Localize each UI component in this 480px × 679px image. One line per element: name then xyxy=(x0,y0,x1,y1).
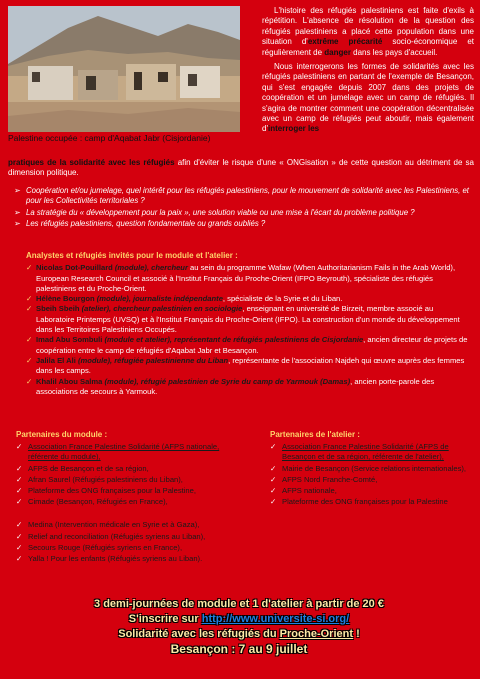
analyst-description: , enseignant en université de Birzeit, membre associé au Laboratoire Printemps (UVSQ) et à l'Institut Français du Proche-Orient (IFPO). La construction d'un monde du développement dans les Territoires Palestiniens Occupés. xyxy=(36,304,460,335)
analyst-name: Imad Abu Sombuli xyxy=(36,335,103,345)
partner-item xyxy=(16,464,236,474)
analyst-description: au sein du programme Wafaw (When Authoritarianism Fails in the Arab World), European Research Council et associé à l'Institut Français du Proche-Orient (IFPO Beyrouth), spécialiste des réfugiés palestiniens et du Proche-Orient. xyxy=(36,263,456,293)
intro-text-segment: L'histoire des réfugiés palestiniens est faite d'exils à répétition. L'absence de résolution de la question des réfugiés palestiniens a placé cette population dans une situation d' xyxy=(262,6,474,47)
photo-caption: Palestine occupée : camp d'Aqabat Jabr (Cisjordanie) xyxy=(8,133,211,143)
banner-signup-line xyxy=(8,612,470,627)
intro-text-segment: socio-économique et régulièrement de xyxy=(262,37,474,57)
partner-text: Yalla ! Pour les enfants (Réfugiés syriens au Liban). xyxy=(28,554,203,564)
analyst-item xyxy=(26,335,470,356)
analyst-name: Nicolas Dot-Pouillard xyxy=(36,263,113,273)
partners-gap xyxy=(16,508,236,520)
checkmark-icon: ✓ xyxy=(16,542,23,552)
partner-text: AFPS nationale, xyxy=(282,486,337,496)
partner-item xyxy=(270,475,470,485)
analyst-role: (module et atelier), représentant de réfugiés palestiniens de Cisjordanie xyxy=(102,335,364,345)
analyst-item xyxy=(26,263,470,294)
analyst-item xyxy=(26,304,470,335)
analyst-role: (module), chercheur xyxy=(112,263,188,273)
checkmark-icon: ✓ xyxy=(16,520,23,530)
partner-text: Plateforme des ONG françaises pour la Palestine xyxy=(282,497,448,507)
analyst-name: Khalil Abou Salma xyxy=(36,376,103,386)
atelier-partners-list xyxy=(270,442,470,507)
refugee-camp-photo xyxy=(8,6,240,132)
analyst-description: , ancien directeur de projets de coopération entre le camp de réfugiés d'Aqabat Jabr et Besançon. xyxy=(36,335,468,355)
partner-text: Plateforme des ONG françaises pour la Palestine, xyxy=(28,486,196,496)
analysts-list xyxy=(26,263,470,397)
signup-link[interactable]: http://www.universite-si.org/ xyxy=(201,613,350,625)
partner-item xyxy=(270,464,470,474)
analyst-description: , ancien porte-parole des associations de secours à Yarmouk. xyxy=(36,376,435,396)
intro-text-segment: afin d'éviter le risque d'une « ONGisation » de cette question au détriment de sa dimension politique. xyxy=(8,158,474,178)
intro-continuation xyxy=(8,158,474,179)
analyst-role: (atelier), chercheur palestinien en sociologie xyxy=(79,304,243,314)
intro-emphasis-precarity: extrême précarité xyxy=(307,37,383,47)
intro-text-segment: dans les pays d'accueil. xyxy=(350,47,438,57)
checkmark-icon: ✓ xyxy=(26,355,33,365)
banner-exclamation: ! xyxy=(353,628,360,640)
partner-item xyxy=(16,442,236,462)
partner-item xyxy=(16,486,236,496)
analyst-name: Sbeih Sbeih xyxy=(36,304,80,314)
module-partners-section xyxy=(16,430,236,565)
module-partners-list xyxy=(16,442,236,507)
partner-item xyxy=(16,475,236,485)
checkmark-icon: ✓ xyxy=(16,554,23,564)
analyst-name: Jalila El Ali xyxy=(36,355,76,365)
checkmark-icon: ✓ xyxy=(26,335,33,345)
checkmark-icon: ✓ xyxy=(270,486,277,496)
analysts-title: Analystes et réfugiés invités pour le module et l'atelier : xyxy=(26,251,238,260)
analyst-description: , spécialiste de la Syrie et du Liban. xyxy=(222,294,343,304)
intro-paragraph-2 xyxy=(262,62,474,135)
arrow-bullet-icon: ➢ xyxy=(14,186,21,195)
banner-solidarity-text: Solidarité avec les réfugiés du xyxy=(118,628,280,640)
checkmark-icon: ✓ xyxy=(16,486,23,496)
checkmark-icon: ✓ xyxy=(16,474,23,484)
partner-item xyxy=(16,543,236,553)
banner-date-line: Besançon : 7 au 9 juillet xyxy=(170,642,308,656)
analyst-item xyxy=(26,294,470,304)
arrow-bullet-icon: ➢ xyxy=(14,219,21,229)
questions-list xyxy=(14,186,474,231)
analyst-name: Hélène Bourgon xyxy=(36,294,95,304)
checkmark-icon: ✓ xyxy=(16,531,23,541)
intro-paragraph-1 xyxy=(262,6,474,58)
partner-item xyxy=(270,486,470,496)
partner-text: AFPS de Besançon et de sa région, xyxy=(28,463,149,473)
partner-text: Mairie de Besançon (Service relations internationales), xyxy=(282,463,467,473)
checkmark-icon: ✓ xyxy=(16,497,23,507)
intro-emphasis-practices: pratiques de la solidarité avec les réfugiés xyxy=(8,158,175,167)
analyst-description: , représentante de l'association Najdeh qui œuvre auprès des femmes dans les camps. xyxy=(36,355,465,376)
question-text: Coopération et/ou jumelage, quel intérêt pour les réfugiés palestiniens, pour le mouvement de solidarité avec les Palestiniens, et pour les Collectivités territoriales ? xyxy=(26,186,469,206)
partner-item xyxy=(16,520,236,530)
intro-text-segment: Nous interrogerons les formes de solidarités avec les réfugiés palestiniens en partant de l'exemple de Besançon, qui s'est engagée depuis 2007 dans des projets de coopération et un jumelage avec un camp de réfugiés. Il s'agira de montrer comment une coopération décentralisée avec un camp de réfugiés peut aboutir, mais également d' xyxy=(262,62,474,134)
checkmark-icon: ✓ xyxy=(270,474,277,484)
checkmark-icon: ✓ xyxy=(26,263,33,273)
event-banner xyxy=(8,597,470,669)
checkmark-icon: ✓ xyxy=(26,304,33,314)
partner-text: AFPS Nord Franche-Comté, xyxy=(282,474,378,484)
intro-text xyxy=(262,6,474,139)
checkmark-icon: ✓ xyxy=(26,294,33,304)
partner-text: Cimade (Besançon, Réfugiés en France), xyxy=(28,497,168,507)
module-partners-title: Partenaires du module : xyxy=(16,430,108,439)
checkmark-icon: ✓ xyxy=(270,463,277,473)
analyst-item xyxy=(26,356,470,377)
question-item xyxy=(14,208,474,218)
analyst-role: (module), réfugié palestinien de Syrie du camp de Yarmouk (Damas) xyxy=(102,376,351,386)
partner-text: Afran Saurel (Réfugiés palestiniens du Liban), xyxy=(28,474,183,484)
banner-solidarity-line xyxy=(8,627,470,642)
analyst-role: (module), journaliste indépendante xyxy=(94,294,223,304)
analyst-item xyxy=(26,377,470,398)
partner-text: Medina (Intervention médicale en Syrie et à Gaza), xyxy=(28,520,200,530)
analysts-section xyxy=(26,251,470,397)
partner-item xyxy=(16,554,236,564)
question-text: La stratégie du « développement pour la paix », une solution viable ou une mise à l'écart du problème politique ? xyxy=(26,207,415,217)
partner-text: Relief and reconciliation (Réfugiés syriens au Liban), xyxy=(28,531,206,541)
atelier-partners-title: Partenaires de l'atelier : xyxy=(270,430,360,439)
intro-emphasis-interrogate: interroger les xyxy=(267,124,320,134)
banner-signup-text: S'inscrire sur xyxy=(128,613,202,625)
question-item xyxy=(14,186,474,207)
partner-item xyxy=(16,532,236,542)
partner-text: Secours Rouge (Réfugiés syriens en France), xyxy=(28,542,183,552)
analyst-role: (module), réfugiée palestinienne du Liban xyxy=(75,355,229,365)
banner-region-text: Proche-Orient xyxy=(279,628,354,640)
question-text: Les réfugiés palestiniens, question fondamentale ou grands oubliés ? xyxy=(26,219,266,229)
arrow-bullet-icon: ➢ xyxy=(14,207,21,217)
intro-emphasis-danger: danger xyxy=(324,47,351,57)
partner-text: Association France Palestine Solidarité (AFPS nationale, référente du module), xyxy=(28,442,220,462)
checkmark-icon: ✓ xyxy=(16,442,23,452)
checkmark-icon: ✓ xyxy=(270,497,277,507)
module-partners-list-2 xyxy=(16,520,236,564)
partner-item xyxy=(16,497,236,507)
checkmark-icon: ✓ xyxy=(270,442,277,452)
question-item xyxy=(14,219,474,229)
banner-price-line: 3 demi-journées de module et 1 d'atelier à partir de 20 € xyxy=(94,598,384,610)
partner-item xyxy=(270,497,470,507)
partner-text: Association France Palestine Solidarité (AFPS de Besançon et de sa région, référente de l'atelier), xyxy=(282,442,449,462)
checkmark-icon: ✓ xyxy=(16,463,23,473)
atelier-partners-section xyxy=(270,430,470,508)
partner-item xyxy=(270,442,470,462)
checkmark-icon: ✓ xyxy=(26,376,33,386)
